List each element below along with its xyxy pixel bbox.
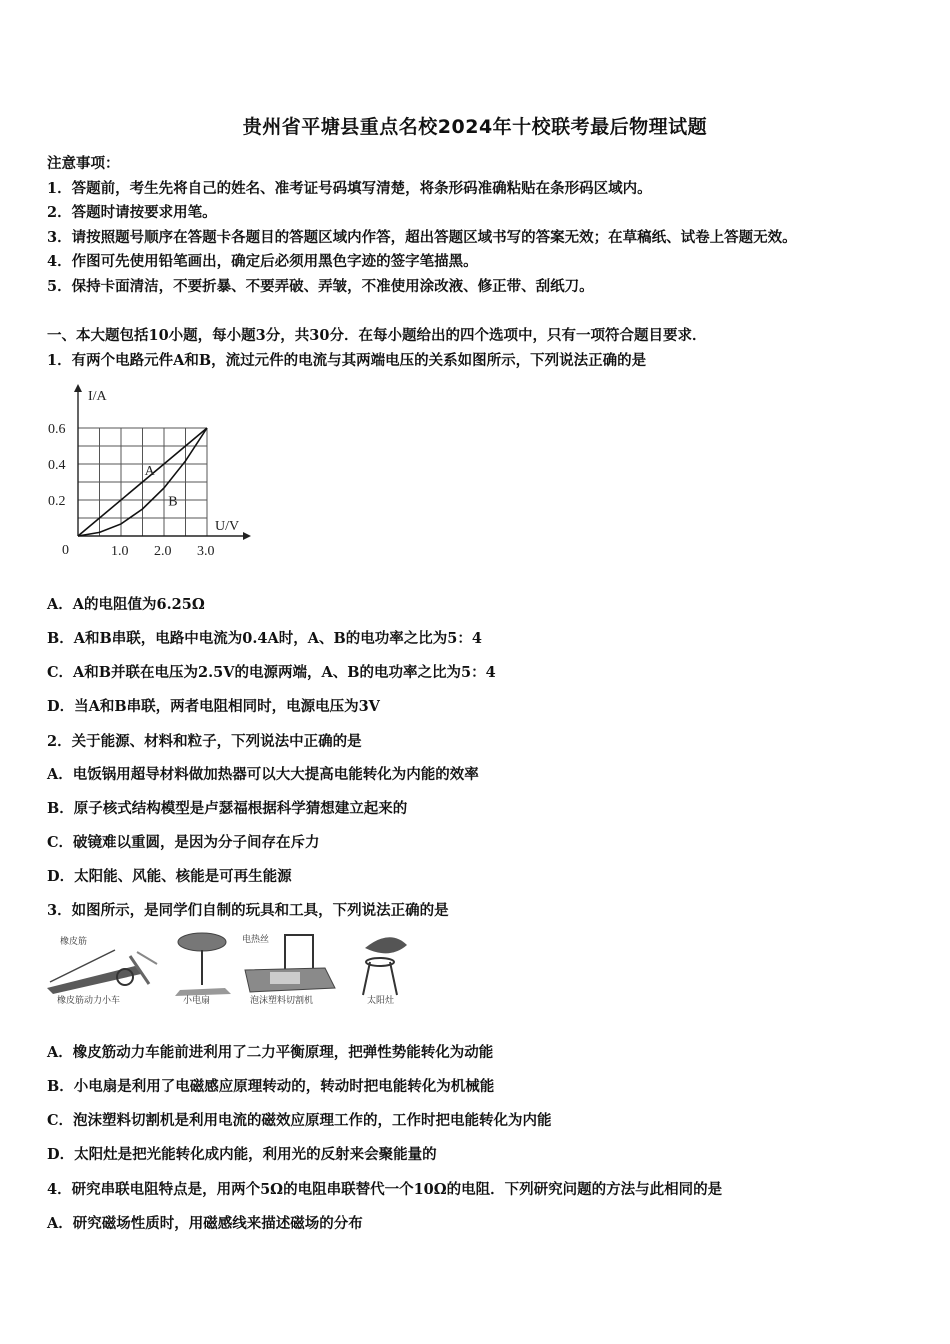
- section-heading: 一、本大题包括10小题，每小题3分，共30分．在每小题给出的四个选项中，只有一项符合题目要求．: [47, 327, 707, 344]
- rubber-band-car-image: [47, 935, 157, 1006]
- question-4-stem: 4．研究串联电阻特点是，用两个5Ω的电阻串联替代一个10Ω的电阻．下列研究问题的方法与此相同的是: [47, 1181, 723, 1198]
- q2-option-c: C．破镜难以重圆，是因为分子间存在斥力: [47, 834, 320, 851]
- y-tick-label: 0.6: [48, 422, 66, 437]
- q3-option-a: A．橡皮筋动力车能前进利用了二力平衡原理，把弹性势能转化为动能: [47, 1044, 494, 1061]
- x-tick-label: 2.0: [154, 544, 172, 559]
- notice-item: 1．答题前，考生先将自己的姓名、准考证号码填写清楚，将条形码准确粘贴在条形码区域内。: [47, 179, 652, 197]
- x-axis-arrow: [243, 532, 251, 540]
- q3-option-d: D．太阳灶是把光能转化成内能，利用光的反射来会聚能量的: [47, 1146, 437, 1163]
- label-heating-wire: 电热丝: [242, 935, 270, 945]
- q1-option-d: D．当A和B串联，两者电阻相同时，电源电压为3V: [47, 698, 380, 715]
- notice-section: [47, 152, 797, 299]
- toys-figure: [45, 930, 415, 1010]
- series-b-label: B: [168, 494, 178, 510]
- series-a-label: A: [144, 463, 155, 479]
- q3-option-c: C．泡沫塑料切割机是利用电流的磁效应原理工作的，工作时把电能转化为内能: [47, 1112, 552, 1129]
- caption-small-fan: 小电扇: [183, 996, 211, 1006]
- q3-option-b: B．小电扇是利用了电磁感应原理转动的，转动时把电能转化为机械能: [47, 1078, 495, 1095]
- question-1-stem: 1．有两个电路元件A和B，流过元件的电流与其两端电压的关系如图所示，下列说法正确的是: [47, 352, 647, 369]
- q1-option-b: B．A和B串联，电路中电流为0.4A时，A、B的电功率之比为5：4: [47, 630, 482, 647]
- notice-heading: 注意事项：: [47, 155, 120, 172]
- graph-labels: [48, 389, 239, 559]
- label-rubber-band: 橡皮筋: [60, 937, 88, 947]
- foam-cutter-image: [242, 933, 335, 1006]
- y-axis-arrow: [74, 384, 82, 392]
- y-axis-label: I/A: [88, 389, 107, 404]
- q1-option-a: A．A的电阻值为6.25Ω: [47, 596, 205, 613]
- y-tick-label: 0.2: [48, 494, 66, 509]
- page-title: 贵州省平塘县重点名校2024年十校联考最后物理试题: [242, 116, 708, 138]
- notice-item: 3．请按照题号顺序在答题卡各题目的答题区域内作答，超出答题区域书写的答案无效；在草稿纸、试卷上答题无效。: [47, 228, 797, 246]
- y-tick-label: 0.4: [48, 458, 66, 473]
- question-2-stem: 2．关于能源、材料和粒子，下列说法中正确的是: [47, 733, 362, 750]
- q2-option-a: A．电饭锅用超导材料做加热器可以大大提高电能转化为内能的效率: [47, 766, 479, 783]
- q1-option-c: C．A和B并联在电压为2.5V的电源两端，A、B的电功率之比为5：4: [47, 664, 496, 681]
- small-fan-image: [175, 933, 231, 1006]
- q2-option-b: B．原子核式结构模型是卢瑟福根据科学猜想建立起来的: [47, 800, 408, 817]
- solar-cooker-image: [363, 937, 407, 1006]
- notice-item: 4．作图可先使用铅笔画出，确定后必须用黑色字迹的签字笔描黑。: [47, 253, 478, 270]
- caption-solar-cooker: 太阳灶: [367, 996, 395, 1006]
- origin-label: 0: [62, 543, 69, 558]
- iu-graph: [40, 382, 255, 562]
- notice-item: 5．保持卡面清洁，不要折暴、不要弄破、弄皱，不准使用涂改液、修正带、刮纸刀。: [47, 277, 594, 295]
- x-tick-label: 1.0: [111, 544, 129, 559]
- caption-rubber-car: 橡皮筋动力小车: [57, 996, 121, 1006]
- x-axis-label: U/V: [215, 519, 240, 534]
- question-3-stem: 3．如图所示，是同学们自制的玩具和工具，下列说法正确的是: [47, 902, 449, 919]
- q4-option-a: A．研究磁场性质时，用磁感线来描述磁场的分布: [47, 1215, 363, 1232]
- caption-foam-cutter: 泡沫塑料切割机: [250, 996, 314, 1006]
- notice-item: 2．答题时请按要求用笔。: [47, 204, 217, 221]
- q2-option-d: D．太阳能、风能、核能是可再生能源: [47, 868, 292, 885]
- x-tick-label: 3.0: [197, 544, 215, 559]
